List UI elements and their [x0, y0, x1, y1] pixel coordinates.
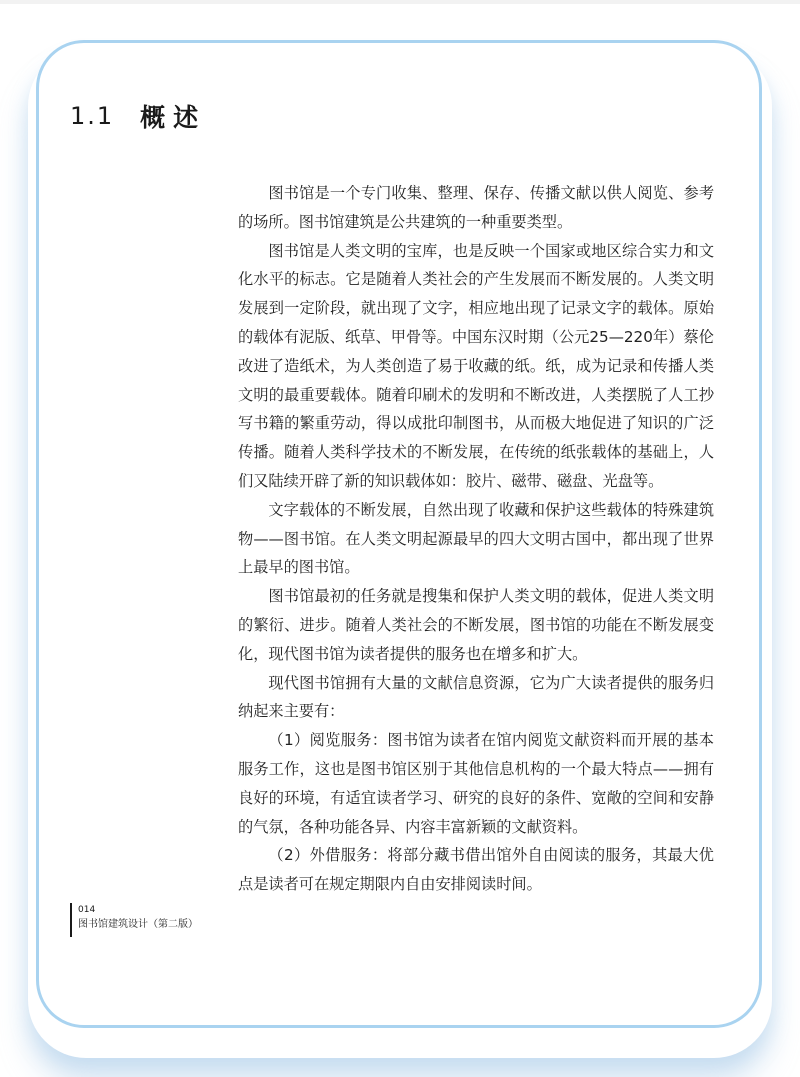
body-text	[238, 179, 714, 899]
paragraph-services-intro: 现代图书馆拥有大量的文献信息资源，它为广大读者提供的服务归纳起来主要有：	[238, 673, 714, 721]
book-title: 图书馆建筑设计（第二版）	[78, 919, 198, 930]
top-strip	[0, 0, 800, 4]
page-footer	[70, 903, 198, 937]
paragraph-definition: 图书馆是一个专门收集、整理、保存、传播文献以供人阅览、参考的场所。图书馆建筑是公共建筑的一种重要类型。	[238, 184, 714, 231]
paragraph-origin: 文字载体的不断发展，自然出现了收藏和保护这些载体的特殊建筑物——图书馆。在人类文明起源最早的四大文明古国中，都出现了世界上最早的图书馆。	[238, 500, 714, 577]
section-heading	[70, 98, 206, 134]
section-number: 1.1	[70, 102, 115, 130]
paragraph-reading-service: （1）阅览服务：图书馆为读者在馆内阅览文献资料而开展的基本服务工作，这也是图书馆区别于其他信息机构的一个最大特点——拥有良好的环境，有适宜读者学习、研究的良好的条件、宽敞的空间和安静的气氛，各种功能各异、内容丰富新颖的文献资料。	[238, 731, 714, 836]
paragraph-history: 图书馆是人类文明的宝库，也是反映一个国家或地区综合实力和文化水平的标志。它是随着人类社会的产生发展而不断发展的。人类文明发展到一定阶段，就出现了文字，相应地出现了记录文字的载体。原始的载体有泥版、纸草、甲骨等。中国东汉时期（公元25—220年）蔡伦改进了造纸术，为人类创造了易于收藏的纸。纸，成为记录和传播人类文明的最重要载体。随着印刷术的发明和不断改进，人类摆脱了人工抄写书籍的繁重劳动，得以成批印制图书，从而极大地促进了知识的广泛传播。随着人类科学技术的不断发展，在传统的纸张载体的基础上，人们又陆续开辟了新的知识载体如：胶片、磁带、磁盘、光盘等。	[238, 241, 714, 490]
paragraph-function: 图书馆最初的任务就是搜集和保护人类文明的载体，促进人类文明的繁衍、进步。随着人类社会的不断发展，图书馆的功能在不断发展变化，现代图书馆为读者提供的服务也在增多和扩大。	[238, 587, 714, 663]
paragraph-lending-service: （2）外借服务：将部分藏书借出馆外自由阅读的服务，其最大优点是读者可在规定期限内自由安排阅读时间。	[238, 846, 714, 894]
section-title: 概述	[140, 103, 207, 132]
page-number: 014	[78, 905, 96, 915]
